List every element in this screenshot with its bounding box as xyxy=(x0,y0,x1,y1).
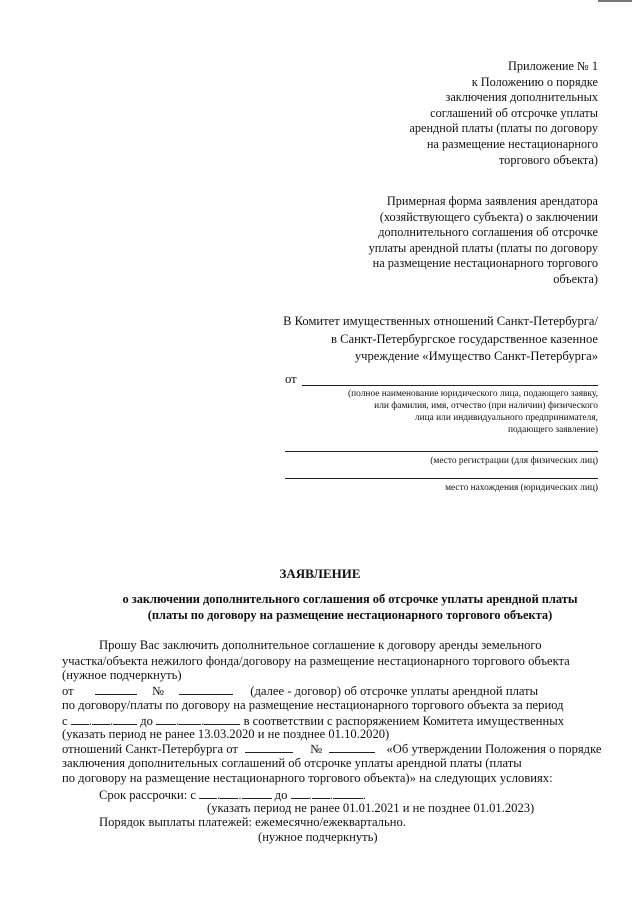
subtitle-line: о заключении дополнительного соглашения об отсрочке уплаты арендной платы xyxy=(122,592,578,606)
term-end-month[interactable] xyxy=(312,787,330,799)
hint-line: (полное наименование юридического лица, подающего заявку, xyxy=(348,389,598,399)
scan-edge-mark xyxy=(598,0,632,2)
period-start-month[interactable] xyxy=(92,713,110,725)
term-label: Срок рассрочки: с xyxy=(99,788,197,802)
dot: . xyxy=(362,788,366,802)
period-end-month[interactable] xyxy=(179,713,201,725)
appendix-line: на размещение нестационарного xyxy=(426,136,598,151)
body-line xyxy=(62,741,602,757)
term-start-month[interactable] xyxy=(220,787,238,799)
applicant-name-hint xyxy=(348,388,598,436)
order-date-field[interactable] xyxy=(245,741,293,753)
addressee-line: учреждение «Имущество Санкт-Петербурга» xyxy=(354,349,598,363)
appendix-line: заключения дополнительных xyxy=(445,90,598,105)
period-end-day[interactable] xyxy=(156,713,176,725)
addressee-line: в Санкт-Петербургское государственное казенное xyxy=(330,331,598,346)
dot: . xyxy=(308,788,312,802)
body-line: заключения дополнительных соглашений об отсрочке уплаты арендной платы (платы xyxy=(62,756,522,770)
body-text: «Об утверждении Положения о порядке xyxy=(386,742,602,756)
body-line: Прошу Вас заключить дополнительное соглашение к договору аренды земельного xyxy=(99,638,542,652)
appendix-line: соглашений об отсрочке уплаты xyxy=(430,105,598,120)
form-note-line: (хозяйствующего субъекта) о заключении xyxy=(379,209,598,224)
location-field[interactable] xyxy=(285,478,598,479)
dot: . xyxy=(201,714,205,728)
from-label: от xyxy=(285,372,297,386)
body-line xyxy=(62,683,538,699)
note-underline: (нужное подчеркнуть) xyxy=(258,830,378,844)
form-note-line: дополнительного соглашения об отсрочке xyxy=(378,225,598,240)
form-note-line: уплаты арендной платы (платы по договору xyxy=(368,240,598,255)
dot: . xyxy=(238,788,242,802)
contract-number-field[interactable] xyxy=(179,683,233,695)
appendix-line: к Положению о порядке xyxy=(471,74,598,89)
term-start-year[interactable] xyxy=(242,787,272,799)
term-end-day[interactable] xyxy=(291,787,309,799)
hint-line: лица или индивидуального предпринимателя, xyxy=(414,413,598,423)
from-word: от xyxy=(62,684,74,698)
addressee-block xyxy=(283,313,598,366)
location-hint: место нахождения (юридических лиц) xyxy=(445,483,598,493)
form-note-line: объекта) xyxy=(553,271,598,286)
contract-date-field[interactable] xyxy=(95,683,137,695)
payment-line: Порядок выплаты платежей: ежемесячно/ежеквартально. xyxy=(99,815,406,829)
document-title: ЗАЯВЛЕНИЕ xyxy=(279,566,361,581)
to-word: до xyxy=(140,714,153,728)
hint-line: подающего заявление) xyxy=(507,425,598,435)
form-note-line: на размещение нестационарного торгового xyxy=(372,256,598,271)
number-sign: № xyxy=(151,684,164,698)
to-word: до xyxy=(274,788,288,802)
note-period: (указать период не ранее 01.01.2021 и не позднее 01.01.2023) xyxy=(207,801,535,815)
period-end-year[interactable] xyxy=(204,713,240,725)
appendix-line: торгового объекта) xyxy=(498,152,598,167)
period-start-day[interactable] xyxy=(71,713,89,725)
applicant-name-field[interactable] xyxy=(302,385,598,386)
addressee-line: В Комитет имущественных отношений Санкт-Петербурга/ xyxy=(283,314,598,328)
appendix-line: Приложение № 1 xyxy=(507,59,598,73)
note-period: (указать период не ранее 13.03.2020 и не позднее 01.10.2020) xyxy=(62,727,390,741)
form-note xyxy=(369,194,598,288)
dot: . xyxy=(88,714,92,728)
note-underline: (нужное подчеркнуть) xyxy=(62,668,182,682)
hint-line: или фамилия, имя, отчество (при наличии) физического xyxy=(374,401,598,411)
body-text: (далее - договор) об отсрочке уплаты арендной платы xyxy=(250,684,539,698)
registration-field[interactable] xyxy=(285,451,598,452)
registration-hint: (место регистрации (для физических лиц) xyxy=(430,456,598,466)
period-start-year[interactable] xyxy=(113,713,137,725)
form-note-line: Примерная форма заявления арендатора xyxy=(386,194,598,208)
dot: . xyxy=(329,788,333,802)
body-text: отношений Санкт-Петербурга от xyxy=(62,742,238,756)
body-line: по договору на размещение нестационарного торгового объекта)» на следующих условиях: xyxy=(62,771,553,785)
body-line: по договору/платы по договору на размещение нестационарного торгового объекта за период xyxy=(62,698,564,712)
document-subtitle xyxy=(90,591,610,623)
number-sign: № xyxy=(310,742,323,756)
order-number-field[interactable] xyxy=(329,741,375,753)
term-end-year[interactable] xyxy=(333,787,363,799)
subtitle-line: (платы по договору на размещение нестационарного торгового объекта) xyxy=(147,608,553,622)
dot: . xyxy=(217,788,221,802)
body-text: в соответствии с распоряжением Комитета имущественных xyxy=(243,714,565,728)
appendix-line: арендной платы (платы по договору xyxy=(409,121,598,136)
body-line: участка/объекта нежилого фонда/договору на размещение нестационарного торгового объекта xyxy=(62,654,570,668)
appendix-header xyxy=(409,59,598,168)
term-start-day[interactable] xyxy=(199,787,217,799)
from-c: с xyxy=(62,714,68,728)
dot: . xyxy=(109,714,114,728)
dot: . xyxy=(176,714,180,728)
